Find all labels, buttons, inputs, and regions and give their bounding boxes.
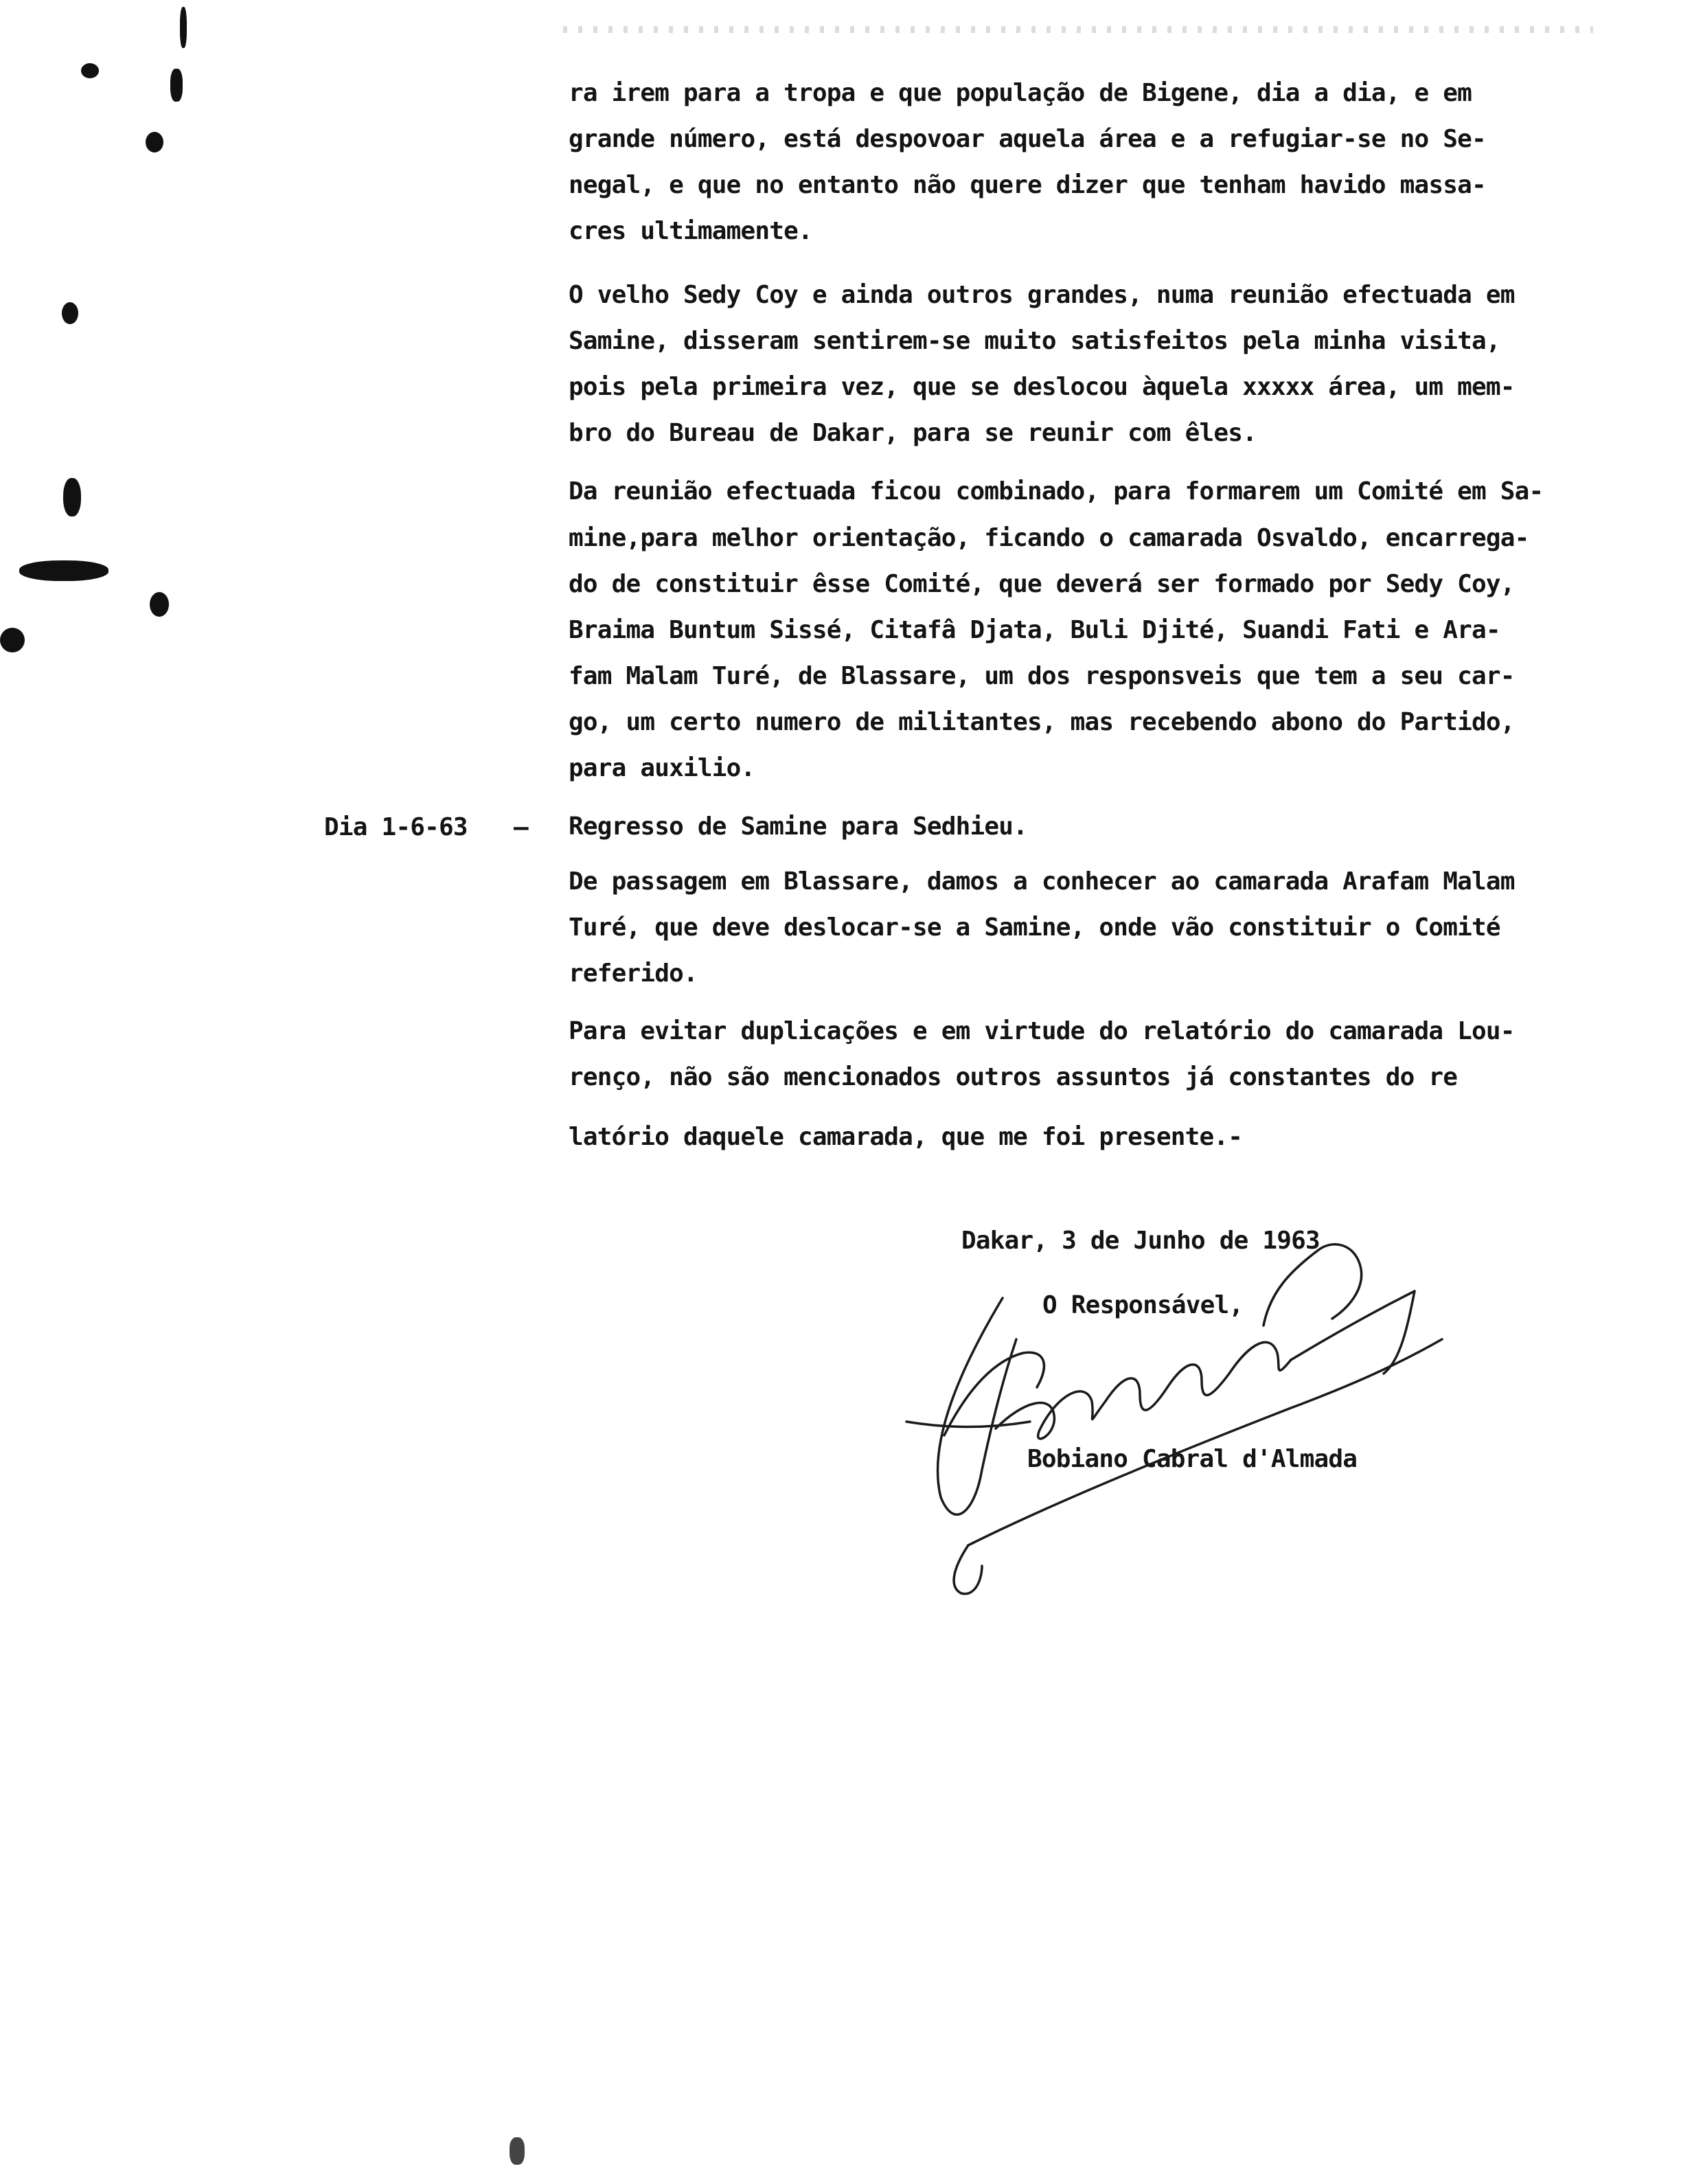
body-line: go, um certo numero de militantes, mas recebendo abono do Partido, <box>569 708 1515 736</box>
ink-blot <box>81 63 99 78</box>
entry-line: Para evitar duplicações e em virtude do relatório do camarada Lou- <box>569 1017 1515 1045</box>
handwritten-signature <box>879 1222 1497 1607</box>
ink-blot <box>62 302 78 324</box>
signatory-role: O Responsável, <box>1042 1291 1244 1319</box>
signatory-name: Bobiano Cabral d'Almada <box>1027 1445 1358 1473</box>
entry-date: Dia 1-6-63 <box>324 813 468 841</box>
place-date: Dakar, 3 de Junho de 1963 <box>961 1227 1320 1255</box>
ink-blot <box>63 478 81 516</box>
entry-line: renço, não são mencionados outros assuntos já constantes do re <box>569 1063 1458 1091</box>
body-line: Braima Buntum Sissé, Citafâ Djata, Buli Djité, Suandi Fati e Ara- <box>569 616 1500 644</box>
entry-dash: – <box>514 813 529 841</box>
body-line: fam Malam Turé, de Blassare, um dos responsveis que tem a seu car- <box>569 662 1515 690</box>
scan-noise <box>563 26 1593 33</box>
ink-blot <box>146 132 163 152</box>
entry-line: latório daquele camarada, que me foi presente.- <box>569 1123 1243 1151</box>
body-line: pois pela primeira vez, que se deslocou àquela xxxxx área, um mem- <box>569 373 1515 401</box>
body-line: bro do Bureau de Dakar, para se reunir com êles. <box>569 419 1257 447</box>
body-line: O velho Sedy Coy e ainda outros grandes, numa reunião efectuada em <box>569 281 1515 309</box>
body-line: ra irem para a tropa e que população de Bigene, dia a dia, e em <box>569 79 1472 107</box>
ink-blot <box>0 628 25 652</box>
ink-blot <box>510 2137 525 2165</box>
body-line: para auxilio. <box>569 754 755 782</box>
ink-blot <box>150 592 169 617</box>
body-line: grande número, está despovoar aquela área e a refugiar-se no Se- <box>569 125 1486 153</box>
ink-blot <box>180 7 187 48</box>
body-line: mine,para melhor orientação, ficando o camarada Osvaldo, encarrega- <box>569 524 1529 552</box>
body-line: Samine, disseram sentirem-se muito satisfeitos pela minha visita, <box>569 327 1500 355</box>
entry-line: referido. <box>569 959 698 988</box>
ink-blot <box>170 69 183 102</box>
body-line: Da reunião efectuada ficou combinado, para formarem um Comité em Sa- <box>569 477 1544 505</box>
entry-line: Regresso de Samine para Sedhieu. <box>569 812 1027 841</box>
body-line: do de constituir êsse Comité, que deverá ser formado por Sedy Coy, <box>569 570 1515 598</box>
entry-line: De passagem em Blassare, damos a conhecer ao camarada Arafam Malam <box>569 867 1515 896</box>
entry-line: Turé, que deve deslocar-se a Samine, onde vão constituir o Comité <box>569 913 1500 942</box>
ink-blot <box>19 560 108 581</box>
body-line: cres ultimamente. <box>569 217 812 245</box>
body-line: negal, e que no entanto não quere dizer que tenham havido massa- <box>569 171 1486 199</box>
